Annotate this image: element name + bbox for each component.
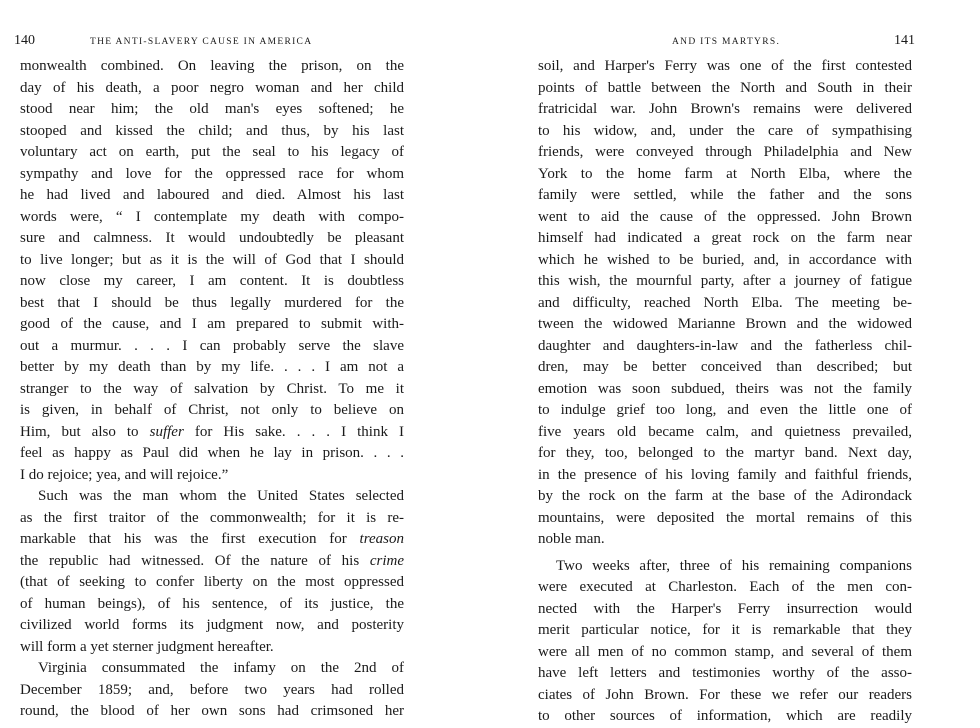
text-line: Virginia consummated the infamy on the 2nd of [38, 660, 404, 676]
text-line: as the first traitor of the commonwealth; for it is re- [20, 509, 404, 526]
text-line: were executed at Charleston. Each of the men con- [538, 579, 912, 595]
text-line: emotion was soon subdued, theirs was not the family [538, 380, 912, 397]
left-page [0, 0, 490, 719]
text-line: round, the blood of her own sons had crimsoned her [20, 703, 404, 719]
left-page-header [0, 33, 490, 49]
text-line: stranger to the way of salvation by Christ. To me it [20, 380, 404, 397]
text-segment: Him, but also to [20, 423, 150, 440]
text-line: points of battle between the North and South in their [538, 79, 912, 96]
text-line: to his widow, and, under the care of sympathising [538, 122, 912, 139]
text-line: Two weeks after, three of his remaining companions [556, 557, 912, 574]
text-line: soil, and Harper's Ferry was one of the first contested [538, 58, 912, 74]
text-line: I do rejoice; yea, and will rejoice.” [20, 466, 229, 483]
text-line: better by my death than by my life. . . . I am not a [20, 359, 404, 375]
text-line: fratricidal war. John Brown's remains were delivered [538, 101, 912, 117]
text-line: went to aid the cause of the oppressed. John Brown [538, 208, 912, 225]
text-line: dren, may be better conceived than described; but [538, 359, 912, 375]
text-line: civilized world forms its judgment now, and posterity [20, 617, 404, 633]
text-line: now close my career, I am content. It is doubtless [20, 273, 404, 289]
text-line: he had lived and laboured and died. Almost his last [20, 187, 404, 203]
italic-word: crime [369, 552, 404, 569]
text-line [20, 529, 404, 551]
right-page-text [538, 56, 912, 728]
text-line: ciates of John Brown. For these we refer our readers [538, 686, 912, 703]
text-line: mountains, were deposited the mortal remains of this [538, 509, 912, 526]
text-line: best that I should be thus legally murdered for the [20, 294, 404, 311]
text-line: merit particular notice, for it is remarkable that they [538, 622, 912, 638]
left-page-text [20, 56, 404, 723]
text-line: tween the widowed Marianne Brown and the widowed [538, 316, 912, 332]
text-line: sympathy and love for the oppressed race for whom [20, 165, 404, 182]
left-running-head: THE ANTI-SLAVERY CAUSE IN AMERICA [90, 37, 313, 47]
text-line: voluntary act on earth, put the seal to his legacy of [20, 144, 404, 160]
text-line: five years old became calm, and quietness prevailed, [538, 423, 912, 440]
text-line: out a murmur. . . . I can probably serve the slave [20, 337, 404, 354]
text-line: this wish, the mournful party, after a journey of fatigue [538, 273, 912, 289]
text-line: sure and calmness. It would undoubtedly be pleasant [20, 230, 404, 246]
text-line: to other sources of information, which are readily [538, 708, 912, 724]
right-page-header [490, 33, 980, 49]
text-line: Such was the man whom the United States selected [38, 488, 404, 504]
text-line: for they, too, belonged to the martyr band. Next day, [538, 445, 912, 461]
text-line: and difficulty, reached North Elba. The meeting be- [538, 294, 912, 311]
text-line: York to the home farm at North Elba, where the [538, 165, 912, 182]
text-line: friends, were conveyed through Philadelphia and New [538, 144, 912, 160]
italic-word: suffer [149, 423, 184, 440]
text-line: nected with the Harper's Ferry insurrection would [538, 600, 912, 617]
text-line: to indulge grief too long, and even the little one of [538, 402, 912, 418]
italic-word: treason [359, 531, 404, 547]
text-line: monwealth combined. On leaving the prison, on the [20, 58, 404, 74]
text-line [20, 422, 404, 444]
text-line: good of the cause, and I am prepared to submit with- [20, 316, 404, 332]
text-line: stood near him; the old man's eyes softened; he [20, 101, 404, 117]
text-line: family were settled, while the father and the sons [538, 187, 912, 203]
text-line: feel as happy as Paul did when he lay in prison. . . . [20, 445, 404, 461]
text-line: stooped and kissed the child; and thus, by his last [20, 122, 404, 139]
text-line: of human beings), of his sentence, of its justice, the [20, 595, 404, 612]
text-line: daughter and daughters-in-law and the fatherless chil- [538, 337, 912, 354]
text-line: day of his death, a poor negro woman and her child [20, 79, 404, 96]
text-line: have left letters and testimonies worthy of the asso- [538, 665, 912, 681]
text-line: himself had indicated a great rock on the farm near [538, 230, 912, 246]
right-page [490, 0, 980, 724]
text-line: by the rock on the farm at the base of the Adirondack [538, 488, 912, 504]
text-line: which he wished to be buried, and, in accordance with [538, 251, 912, 268]
text-line: December 1859; and, before two years had rolled [20, 681, 404, 698]
text-line [20, 551, 404, 573]
text-line: (that of seeking to confer liberty on the most oppressed [20, 574, 404, 590]
text-line: words were, “ I contemplate my death with compo- [20, 208, 404, 225]
right-running-head: AND ITS MARTYRS. [672, 37, 781, 47]
text-line: will form a yet sterner judgment hereafter. [20, 638, 274, 655]
text-line: were all men of no common stamp, and several of them [538, 643, 912, 660]
text-segment: markable that his was the first execution for [20, 531, 360, 547]
left-page-number: 140 [14, 33, 35, 48]
text-line: is given, in behalf of Christ, not only to believe on [20, 402, 404, 418]
right-page-number: 141 [894, 33, 915, 48]
text-line: in the presence of his loving family and faithful friends, [538, 466, 912, 483]
text-segment: the republic had witnessed. Of the nature of his [20, 552, 370, 569]
text-line: noble man. [538, 531, 605, 547]
text-segment: for His sake. . . . I think I [183, 423, 404, 440]
text-line: to live longer; but as it is the will of God that I should [20, 251, 404, 268]
